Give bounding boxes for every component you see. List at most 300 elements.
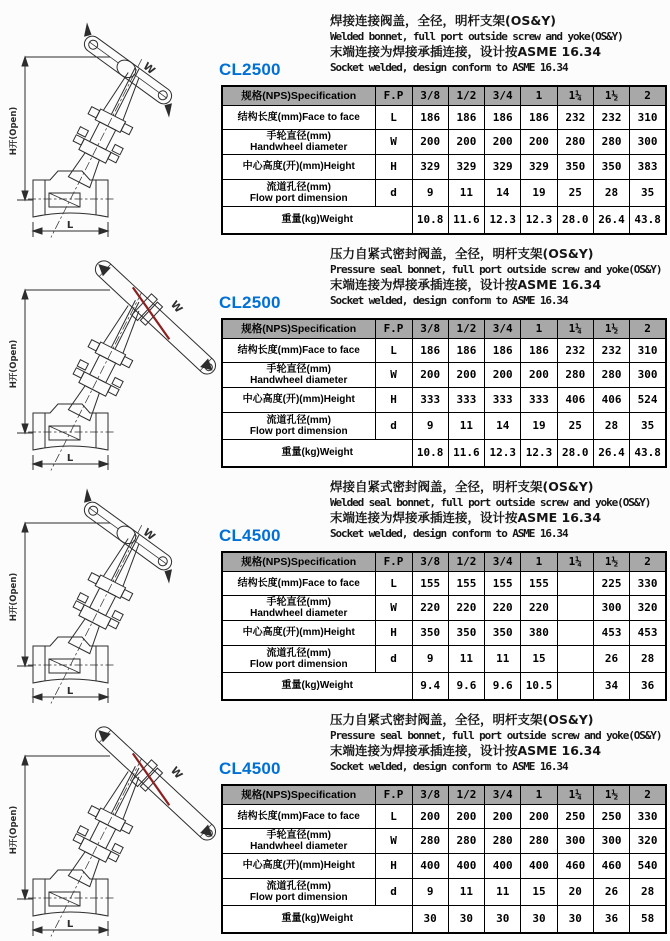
arrow-left-icon (33, 461, 42, 467)
arrow-left-icon (33, 694, 42, 700)
spec-table (221, 784, 667, 934)
value-cell: 12.3 (485, 439, 521, 467)
value-cell (557, 672, 593, 700)
desc-line-zh-2: 末端连接为焊接承插连接，设计按ASME 16.34 (330, 277, 602, 292)
dim-width-label: W (140, 526, 158, 544)
table-row-flow-port (222, 878, 666, 905)
table-row-flow-port (222, 412, 666, 439)
arrow-down-icon (22, 191, 28, 200)
table-header-row (222, 552, 666, 571)
arrow-down-icon (22, 424, 28, 433)
row-symbol: W (375, 129, 412, 154)
value-cell: 330 (630, 571, 666, 595)
value-cell: 11 (485, 878, 521, 905)
value-cell: 200 (485, 362, 521, 387)
col-header-size: 1½ (593, 319, 629, 338)
value-cell: 15 (521, 645, 557, 672)
row-label: 重量(kg)Weight (222, 439, 412, 467)
dim-width-label: W (167, 298, 185, 316)
value-cell: 310 (630, 338, 666, 362)
spec-table (221, 551, 667, 701)
value-cell: 333 (448, 387, 484, 412)
value-cell: 30 (485, 905, 521, 933)
desc-line-zh-2: 末端连接为焊接承插连接，设计按ASME 16.34 (330, 510, 602, 525)
row-symbol: d (375, 179, 412, 206)
value-cell: 12.3 (521, 439, 557, 467)
value-cell: 186 (485, 338, 521, 362)
value-cell: 524 (630, 387, 666, 412)
value-cell: 30 (521, 905, 557, 933)
arrow-up-icon (22, 756, 28, 765)
row-symbol: L (375, 105, 412, 129)
value-cell: 400 (412, 853, 448, 878)
value-cell: 186 (412, 338, 448, 362)
row-symbol: L (375, 804, 412, 828)
value-cell: 320 (630, 595, 666, 620)
table-row-height (222, 154, 666, 179)
value-cell: 250 (593, 804, 629, 828)
table-row-face-to-face (222, 571, 666, 595)
value-cell: 28.0 (557, 439, 593, 467)
col-header-size: 3/4 (485, 319, 521, 338)
value-cell: 200 (485, 129, 521, 154)
value-cell: 350 (485, 620, 521, 645)
value-cell: 12.3 (521, 206, 557, 234)
col-header-size: 1/2 (448, 319, 484, 338)
desc-line-zh-1: 压力自紧式密封阀盖，全径，明杆支架(OS&Y) (330, 712, 594, 727)
value-cell: 220 (412, 595, 448, 620)
value-cell: 280 (557, 362, 593, 387)
dim-height-label: H开(Open) (9, 805, 19, 855)
value-cell: 25 (557, 179, 593, 206)
value-cell: 186 (448, 338, 484, 362)
value-cell: 35 (630, 412, 666, 439)
col-header-size: 1½ (593, 785, 629, 804)
spec-table (221, 318, 667, 468)
dim-width-label: W (167, 764, 185, 782)
row-label: 流道孔径(mm) Flow port dimension (222, 878, 375, 905)
value-cell: 280 (521, 828, 557, 853)
value-cell: 329 (448, 154, 484, 179)
sections (0, 10, 670, 941)
value-cell (557, 595, 593, 620)
row-symbol: H (375, 853, 412, 878)
value-cell: 200 (448, 362, 484, 387)
col-header-fp: F.P (375, 552, 412, 571)
table-row-handwheel-diameter (222, 828, 666, 853)
value-cell: 406 (557, 387, 593, 412)
value-cell: 30 (448, 905, 484, 933)
row-symbol: H (375, 387, 412, 412)
valve-technical-drawing (0, 10, 220, 238)
col-header-size: 1½ (593, 552, 629, 571)
value-cell: 406 (593, 387, 629, 412)
value-cell: 200 (521, 362, 557, 387)
value-cell: 200 (448, 804, 484, 828)
col-header-fp: F.P (375, 86, 412, 105)
value-cell: 9 (412, 645, 448, 672)
col-header-size: 1 (521, 552, 557, 571)
value-cell: 232 (557, 105, 593, 129)
row-label: 手轮直径(mm) Handwheel diameter (222, 595, 375, 620)
value-cell: 186 (521, 105, 557, 129)
value-cell: 11.6 (448, 439, 484, 467)
value-cell: 280 (593, 129, 629, 154)
value-cell: 26.4 (593, 206, 629, 234)
value-cell: 155 (412, 571, 448, 595)
table-row-weight (222, 672, 666, 700)
dim-length-label: L (66, 919, 74, 930)
col-header-spec: 规格(NPS)Specification (222, 552, 375, 571)
value-cell: 15 (521, 878, 557, 905)
value-cell: 14 (485, 412, 521, 439)
value-cell: 35 (630, 179, 666, 206)
col-header-size: 3/4 (485, 785, 521, 804)
row-symbol: W (375, 595, 412, 620)
value-cell: 10.8 (412, 439, 448, 467)
valve-section (0, 476, 670, 709)
value-cell: 34 (593, 672, 629, 700)
row-symbol: d (375, 878, 412, 905)
value-cell: 320 (630, 828, 666, 853)
value-cell: 280 (485, 828, 521, 853)
row-label: 手轮直径(mm) Handwheel diameter (222, 828, 375, 853)
table-row-height (222, 387, 666, 412)
value-cell: 350 (412, 620, 448, 645)
value-cell: 333 (412, 387, 448, 412)
value-cell: 232 (593, 105, 629, 129)
value-cell: 14 (485, 179, 521, 206)
row-label: 中心高度(开)(mm)Height (222, 620, 375, 645)
row-label: 流道孔径(mm) Flow port dimension (222, 645, 375, 672)
col-header-size: 3/4 (485, 552, 521, 571)
value-cell: 200 (448, 129, 484, 154)
arrow-down-icon (22, 890, 28, 899)
section-description (330, 479, 650, 541)
value-cell: 280 (412, 828, 448, 853)
table-row-weight (222, 905, 666, 933)
row-symbol: L (375, 571, 412, 595)
table-row-face-to-face (222, 105, 666, 129)
table-header-row (222, 86, 666, 105)
desc-line-zh-2: 末端连接为焊接承插连接，设计按ASME 16.34 (330, 743, 602, 758)
row-label: 流道孔径(mm) Flow port dimension (222, 179, 375, 206)
table-row-handwheel-diameter (222, 129, 666, 154)
section-description (330, 712, 661, 774)
value-cell: 350 (557, 154, 593, 179)
valve-section (0, 243, 670, 476)
value-cell: 26.4 (593, 439, 629, 467)
value-cell: 28 (630, 878, 666, 905)
col-header-size: 1/2 (448, 86, 484, 105)
table-row-height (222, 853, 666, 878)
desc-line-en-1: Pressure seal bonnet, full port outside screw and yoke(OS&Y) (330, 728, 662, 742)
col-header-spec: 规格(NPS)Specification (222, 86, 375, 105)
col-header-size: 1 (521, 785, 557, 804)
value-cell: 200 (412, 362, 448, 387)
col-header-size: 2 (630, 552, 666, 571)
value-cell (557, 620, 593, 645)
value-cell: 200 (521, 804, 557, 828)
section-description (330, 13, 623, 75)
row-symbol: d (375, 412, 412, 439)
value-cell: 330 (630, 804, 666, 828)
desc-line-zh-2: 末端连接为焊接承插连接，设计按ASME 16.34 (330, 44, 602, 59)
value-cell: 220 (448, 595, 484, 620)
red-accent-line (124, 287, 178, 339)
value-cell: 220 (521, 595, 557, 620)
value-cell: 400 (521, 853, 557, 878)
spec-table (221, 85, 667, 235)
value-cell: 28 (593, 179, 629, 206)
value-cell: 28 (593, 412, 629, 439)
table-header-row (222, 319, 666, 338)
value-cell: 280 (557, 129, 593, 154)
value-cell: 11 (448, 645, 484, 672)
col-header-size: 1¼ (557, 86, 593, 105)
value-cell: 28.0 (557, 206, 593, 234)
desc-line-en-2: Socket welded, design conform to ASME 16.34 (330, 60, 568, 74)
value-cell: 186 (485, 105, 521, 129)
value-cell: 300 (630, 362, 666, 387)
col-header-spec: 规格(NPS)Specification (222, 785, 375, 804)
model-label: CL2500 (219, 60, 281, 79)
col-header-size: 2 (630, 86, 666, 105)
valve-section (0, 709, 670, 941)
value-cell: 300 (630, 129, 666, 154)
arrow-right-icon (99, 228, 108, 234)
value-cell: 30 (557, 905, 593, 933)
value-cell: 220 (485, 595, 521, 620)
value-cell (557, 571, 593, 595)
value-cell: 310 (630, 105, 666, 129)
dim-width-label: W (140, 60, 158, 78)
value-cell: 9 (412, 179, 448, 206)
row-label: 结构长度(mm)Face to face (222, 105, 375, 129)
value-cell: 200 (521, 129, 557, 154)
valve-technical-drawing (0, 709, 220, 937)
model-label: CL2500 (219, 293, 281, 312)
value-cell: 225 (593, 571, 629, 595)
desc-line-en-1: Welded seal bonnet, full port outside screw and yoke(OS&Y) (330, 495, 651, 509)
value-cell: 280 (593, 362, 629, 387)
row-label: 中心高度(开)(mm)Height (222, 853, 375, 878)
col-header-size: 1/2 (448, 552, 484, 571)
valve-technical-drawing (0, 243, 220, 471)
row-label: 手轮直径(mm) Handwheel diameter (222, 362, 375, 387)
value-cell: 453 (630, 620, 666, 645)
col-header-size: 3/8 (412, 86, 448, 105)
value-cell: 20 (557, 878, 593, 905)
value-cell: 30 (412, 905, 448, 933)
value-cell: 400 (485, 853, 521, 878)
col-header-size: 1¼ (557, 552, 593, 571)
col-header-size: 3/8 (412, 319, 448, 338)
dim-height-label: H开(Open) (9, 572, 19, 622)
col-header-fp: F.P (375, 785, 412, 804)
desc-line-en-2: Socket welded, design conform to ASME 16.34 (330, 526, 568, 540)
value-cell: 9.6 (448, 672, 484, 700)
desc-line-zh-1: 焊接连接阀盖，全径，明杆支架(OS&Y) (330, 13, 557, 28)
row-label: 重量(kg)Weight (222, 905, 412, 933)
row-label: 重量(kg)Weight (222, 672, 412, 700)
value-cell: 400 (448, 853, 484, 878)
arrow-left-icon (33, 927, 42, 933)
value-cell: 186 (521, 338, 557, 362)
dim-height-label: H开(Open) (9, 339, 19, 389)
table-row-handwheel-diameter (222, 362, 666, 387)
value-cell: 460 (557, 853, 593, 878)
value-cell: 200 (485, 804, 521, 828)
value-cell: 232 (593, 338, 629, 362)
value-cell: 329 (412, 154, 448, 179)
table-row-height (222, 620, 666, 645)
arrow-right-icon (99, 694, 108, 700)
value-cell: 26 (593, 645, 629, 672)
value-cell: 10.8 (412, 206, 448, 234)
value-cell: 11 (485, 645, 521, 672)
row-label: 结构长度(mm)Face to face (222, 571, 375, 595)
value-cell: 380 (521, 620, 557, 645)
table-header-row (222, 785, 666, 804)
value-cell: 300 (593, 595, 629, 620)
table-row-flow-port (222, 179, 666, 206)
arrow-left-icon (33, 228, 42, 234)
value-cell: 186 (412, 105, 448, 129)
value-cell: 460 (593, 853, 629, 878)
handwheel-cylinder (88, 719, 220, 848)
row-symbol: L (375, 338, 412, 362)
value-cell: 200 (412, 804, 448, 828)
value-cell: 186 (448, 105, 484, 129)
desc-line-en-1: Welded bonnet, full port outside screw and yoke(OS&Y) (330, 29, 623, 43)
arrow-up-icon (22, 523, 28, 532)
handwheel-cylinder (88, 253, 220, 382)
arrow-up-icon (22, 57, 28, 66)
value-cell: 58 (630, 905, 666, 933)
dim-height-label: H开(Open) (9, 106, 19, 156)
value-cell: 19 (521, 179, 557, 206)
value-cell: 36 (593, 905, 629, 933)
row-label: 结构长度(mm)Face to face (222, 338, 375, 362)
row-label: 手轮直径(mm) Handwheel diameter (222, 129, 375, 154)
section-description (330, 246, 661, 308)
value-cell: 43.8 (630, 206, 666, 234)
arrow-down-icon (22, 657, 28, 666)
value-cell: 25 (557, 412, 593, 439)
value-cell: 280 (448, 828, 484, 853)
value-cell: 383 (630, 154, 666, 179)
value-cell: 26 (593, 878, 629, 905)
model-label: CL4500 (219, 759, 281, 778)
col-header-size: 1¼ (557, 785, 593, 804)
value-cell: 10.5 (521, 672, 557, 700)
table-row-weight (222, 206, 666, 234)
table-row-flow-port (222, 645, 666, 672)
value-cell: 9 (412, 412, 448, 439)
value-cell: 300 (593, 828, 629, 853)
row-symbol: W (375, 828, 412, 853)
value-cell: 11 (448, 179, 484, 206)
row-symbol: H (375, 154, 412, 179)
value-cell: 11 (448, 412, 484, 439)
value-cell: 11 (448, 878, 484, 905)
row-label: 中心高度(开)(mm)Height (222, 387, 375, 412)
value-cell: 540 (630, 853, 666, 878)
col-header-spec: 规格(NPS)Specification (222, 319, 375, 338)
red-accent-line (124, 753, 178, 805)
value-cell: 43.8 (630, 439, 666, 467)
handwheel-oval (72, 24, 184, 116)
value-cell: 453 (593, 620, 629, 645)
row-label: 流道孔径(mm) Flow port dimension (222, 412, 375, 439)
col-header-size: 3/4 (485, 86, 521, 105)
value-cell: 329 (521, 154, 557, 179)
col-header-size: 1 (521, 86, 557, 105)
value-cell: 232 (557, 338, 593, 362)
valve-technical-drawing (0, 476, 220, 704)
col-header-size: 1½ (593, 86, 629, 105)
row-symbol: H (375, 620, 412, 645)
col-header-size: 1 (521, 319, 557, 338)
col-header-size: 1/2 (448, 785, 484, 804)
valve-section (0, 10, 670, 243)
handwheel-oval (72, 490, 184, 582)
value-cell: 9.4 (412, 672, 448, 700)
row-label: 中心高度(开)(mm)Height (222, 154, 375, 179)
model-label: CL4500 (219, 526, 281, 545)
value-cell: 155 (521, 571, 557, 595)
col-header-size: 2 (630, 785, 666, 804)
value-cell: 36 (630, 672, 666, 700)
table-row-face-to-face (222, 338, 666, 362)
value-cell: 28 (630, 645, 666, 672)
value-cell: 11.6 (448, 206, 484, 234)
arrow-up-icon (22, 290, 28, 299)
dim-length-label: L (66, 453, 74, 464)
table-row-weight (222, 439, 666, 467)
desc-line-en-2: Socket welded, design conform to ASME 16.34 (330, 759, 568, 773)
value-cell: 333 (485, 387, 521, 412)
table-row-face-to-face (222, 804, 666, 828)
col-header-fp: F.P (375, 319, 412, 338)
col-header-size: 3/8 (412, 552, 448, 571)
value-cell: 155 (448, 571, 484, 595)
desc-line-en-1: Pressure seal bonnet, full port outside screw and yoke(OS&Y) (330, 262, 662, 276)
table-row-handwheel-diameter (222, 595, 666, 620)
row-label: 重量(kg)Weight (222, 206, 412, 234)
value-cell: 300 (557, 828, 593, 853)
value-cell: 350 (593, 154, 629, 179)
value-cell: 155 (485, 571, 521, 595)
arrow-right-icon (99, 461, 108, 467)
value-cell: 329 (485, 154, 521, 179)
value-cell: 19 (521, 412, 557, 439)
value-cell: 12.3 (485, 206, 521, 234)
col-header-size: 1¼ (557, 319, 593, 338)
arrow-right-icon (99, 927, 108, 933)
dim-length-label: L (66, 220, 74, 231)
desc-line-en-2: Socket welded, design conform to ASME 16.34 (330, 293, 568, 307)
row-label: 结构长度(mm)Face to face (222, 804, 375, 828)
value-cell (557, 645, 593, 672)
value-cell: 350 (448, 620, 484, 645)
desc-line-zh-1: 焊接自紧式密封阀盖，全径，明杆支架(OS&Y) (330, 479, 594, 494)
value-cell: 9.6 (485, 672, 521, 700)
col-header-size: 2 (630, 319, 666, 338)
value-cell: 9 (412, 878, 448, 905)
dim-length-label: L (66, 686, 74, 697)
